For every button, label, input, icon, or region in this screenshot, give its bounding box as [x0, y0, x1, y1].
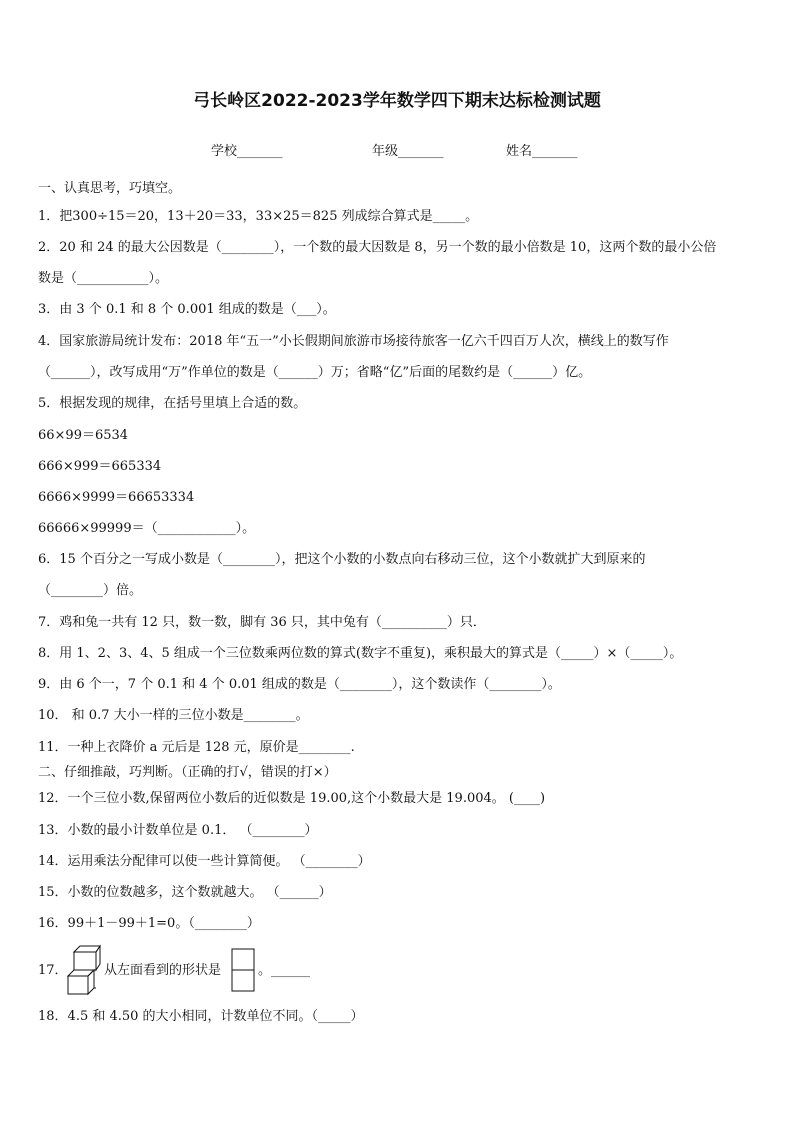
- question-17-answer: 。______: [258, 963, 311, 978]
- question-5-row-2: 666×999＝665334: [38, 459, 162, 474]
- question-5-row-3: 6666×9999＝66653334: [38, 490, 195, 505]
- question-15: 15．小数的位数越多，这个数就越大。 （______）: [38, 885, 332, 900]
- school-field: 学校_______: [211, 144, 283, 159]
- name-field: 姓名_______: [506, 144, 578, 159]
- question-4-line-1: 4．国家旅游局统计发布：2018 年“五一”小长假期间旅游市场接待旅客一亿六千四百万人次，横线上的数写作: [38, 334, 669, 349]
- question-7: 7．鸡和兔一共有 12 只，数一数，脚有 36 只，其中兔有（__________）只．: [38, 615, 486, 630]
- section-heading-fill: 一、认真思考，巧填空。: [38, 181, 182, 196]
- question-14: 14．运用乘法分配律可以使一些计算简便。 （________）: [38, 854, 371, 869]
- question-6-line-2: （________）倍。: [38, 583, 143, 598]
- question-6-line-1: 6．15 个百分之一写成小数是（________），把这个小数的小数点向右移动三位，这个小数就扩大到原来的: [38, 552, 646, 567]
- question-18: 18．4.5 和 4.50 的大小相同，计数单位不同。（_____）: [38, 1009, 364, 1024]
- question-3: 3．由 3 个 0.1 和 8 个 0.001 组成的数是（___）。: [38, 302, 336, 317]
- question-9: 9．由 6 个一，7 个 0.1 和 4 个 0.01 组成的数是（________），这个数读作（________）。: [38, 677, 561, 692]
- question-4-line-2: （______），改写成用“万”作单位的数是（______）万；省略“亿”后面的尾数约是（______）亿。: [38, 365, 592, 380]
- left-view-shape: [231, 948, 255, 992]
- grade-field: 年级_______: [372, 144, 444, 159]
- question-10: 10． 和 0.7 大小一样的三位小数是________。: [38, 708, 309, 723]
- question-5: 5．根据发现的规律，在括号里填上合适的数。: [38, 396, 307, 411]
- question-2-line-1: 2．20 和 24 的最大公因数是（________），一个数的最大因数是 8，另一个数的最小倍数是 10，这两个数的最小公倍: [38, 240, 717, 255]
- section-heading-judge: 二、仔细推敲，巧判断。（正确的打√，错误的打×）: [38, 765, 337, 780]
- stacked-cubes-figure: [66, 944, 102, 996]
- question-8: 8．用 1、2、3、4、5 组成一个三位数乘两位数的算式(数字不重复)，乘积最大的算式是（_____）×（_____）。: [38, 646, 683, 661]
- question-17-text: 从左面看到的形状是: [104, 963, 222, 978]
- question-16: 16．99＋1－99＋1=0。（________）: [38, 916, 260, 931]
- question-2-line-2: 数是（___________）。: [38, 271, 169, 286]
- question-5-row-1: 66×99＝6534: [38, 428, 129, 443]
- question-13: 13．小数的最小计数单位是 0.1． （________）: [38, 823, 318, 838]
- question-5-row-4: 66666×99999＝（____________）。: [38, 521, 256, 536]
- question-12: 12．一个三位小数,保留两位小数后的近似数是 19.00,这个小数最大是 19.004。 (____): [38, 791, 546, 806]
- question-1: 1．把300÷15＝20，13＋20＝33，33×25＝825 列成综合算式是_____。: [38, 209, 479, 224]
- question-17-number: 17．: [38, 963, 68, 978]
- question-11: 11．一种上衣降价 a 元后是 128 元，原价是________.: [38, 740, 355, 755]
- page-title: 弓长岭区2022-2023学年数学四下期末达标检测试题: [193, 91, 601, 111]
